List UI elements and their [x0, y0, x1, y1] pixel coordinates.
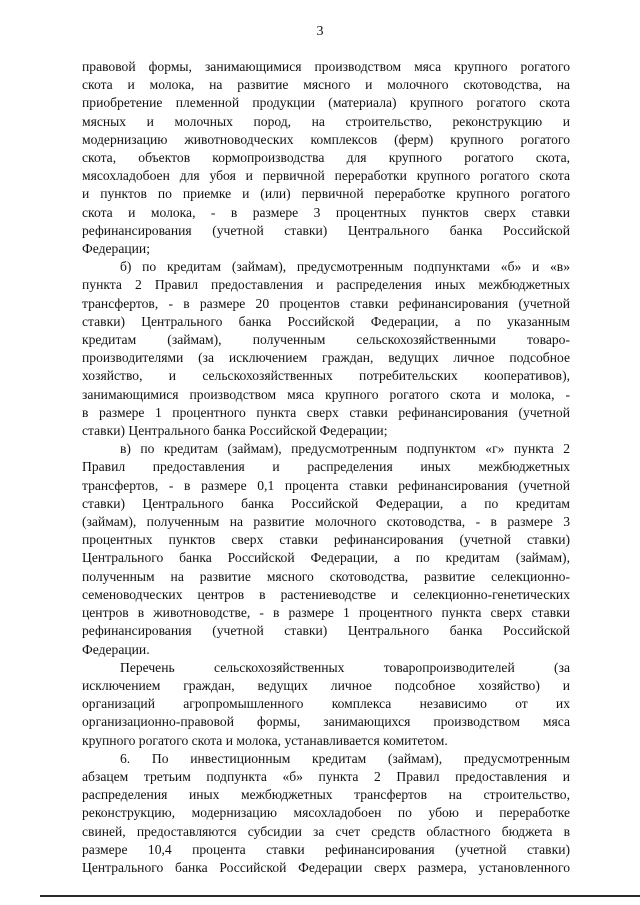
paragraph-producer-list: [82, 659, 570, 750]
document-body: [82, 58, 570, 877]
text-line: правовой формы, занимающимися производством мяса крупного рогатого: [82, 59, 570, 74]
text-line: скота и молока, на развитие мясного и молочного скотоводства, на: [82, 77, 570, 93]
text-line: мясных и молочных пород, на строительство, реконструкцию и: [82, 113, 570, 129]
scan-edge-rule: [40, 895, 640, 897]
text-line: Федерации;: [82, 241, 150, 257]
text-line: крупного рогатого скота и молока, устанавливается комитетом.: [82, 732, 448, 748]
text-line: в) по кредитам (займам), предусмотренным подпунктом «г» пункта 2: [120, 441, 570, 457]
text-line: 6. По инвестиционным кредитам (займам), предусмотренным: [120, 750, 570, 766]
text-line: распределения иных межбюджетных трансфертов на строительство,: [82, 787, 570, 803]
text-line: процентных пунктов сверх ставки рефинансирования (учетной ставки): [82, 532, 570, 548]
text-line: Федерации.: [82, 641, 150, 657]
text-line: скота, объектов кормопроизводства для крупного рогатого скота,: [82, 150, 570, 166]
text-line: свиней, предоставляются субсидии за счет средств областного бюджета в: [82, 823, 570, 839]
text-line: организаций агропромышленного комплекса независимо от их: [82, 696, 570, 712]
text-line: реконструкцию, модернизацию мясохладобоен по убою и переработке: [82, 805, 570, 821]
text-line: рефинансирования (учетной ставки) Центрального банка Российской: [82, 222, 570, 238]
text-line: кредитам (займам), полученным сельскохозяйственными товаро-: [82, 332, 570, 348]
text-line: ставки) Центрального банка Российской Федерации;: [82, 423, 388, 439]
text-line: ставки) Центрального банка Российской Федерации, а по кредитам: [82, 495, 570, 511]
text-line: в размере 1 процентного пункта сверх ставки рефинансирования (учетной: [82, 404, 570, 420]
text-line: исключением граждан, ведущих личное подсобное хозяйство) и: [82, 677, 570, 693]
paragraph-subitem-b: [82, 258, 570, 440]
paragraph-item-6: [82, 750, 570, 877]
text-line: трансфертов, - в размере 20 процентов ставки рефинансирования (учетной: [82, 295, 570, 311]
text-line: центров в животноводстве, - в размере 1 процентного пункта сверх ставки: [82, 605, 570, 621]
paragraph-subitem-v: [82, 440, 570, 658]
text-line: скота и молока, - в размере 3 процентных пунктов сверх ставки: [82, 204, 570, 220]
text-line: полученным на развитие мясного скотоводства, развитие селекционно-: [82, 568, 570, 584]
page-number: 3: [316, 24, 324, 39]
text-line: модернизацию животноводческих комплексов (ферм) крупного рогатого: [82, 131, 570, 147]
text-line: и пунктов по приемке и (или) первичной переработке крупного рогатого: [82, 186, 570, 202]
text-line: трансфертов, - в размере 0,1 процента ставки рефинансирования (учетной: [82, 477, 570, 493]
text-line: мясохладобоен для убоя и первичной переработки крупного рогатого скота: [82, 168, 570, 184]
text-line: размере 10,4 процента ставки рефинансирования (учетной ставки): [82, 841, 570, 857]
text-line: производителями (за исключением граждан, ведущих личное подсобное: [82, 350, 570, 366]
text-line: занимающимися производством мяса крупного рогатого скота и молока, -: [82, 386, 570, 402]
text-line: Центрального банка Российской Федерации, а по кредитам (займам),: [82, 550, 570, 566]
text-line: (займам), полученным на развитие молочного скотоводства, - в размере 3: [82, 514, 570, 530]
text-line: пункта 2 Правил предоставления и распределения иных межбюджетных: [82, 277, 570, 293]
text-line: организационно-правовой формы, занимающихся производством мяса: [82, 714, 570, 730]
text-line: хозяйство, и сельскохозяйственных потребительских кооперативов),: [82, 368, 570, 384]
text-line: рефинансирования (учетной ставки) Центрального банка Российской: [82, 623, 570, 639]
text-line: Правил предоставления и распределения иных межбюджетных: [82, 459, 570, 475]
text-line: приобретение племенной продукции (материала) крупного рогатого скота: [82, 95, 570, 111]
text-line: семеноводческих центров в растениеводстве и селекционно-генетических: [82, 586, 570, 602]
text-line: б) по кредитам (займам), предусмотренным подпунктами «б» и «в»: [120, 259, 570, 275]
paragraph-continuation: [82, 58, 570, 258]
text-line: Перечень сельскохозяйственных товаропроизводителей (за: [120, 659, 570, 675]
text-line: абзацем третьим подпункта «б» пункта 2 Правил предоставления и: [82, 768, 570, 784]
text-line: ставки) Центрального банка Российской Федерации, а по указанным: [82, 313, 570, 329]
text-line: Центрального банка Российской Федерации сверх размера, установленного: [82, 859, 570, 875]
